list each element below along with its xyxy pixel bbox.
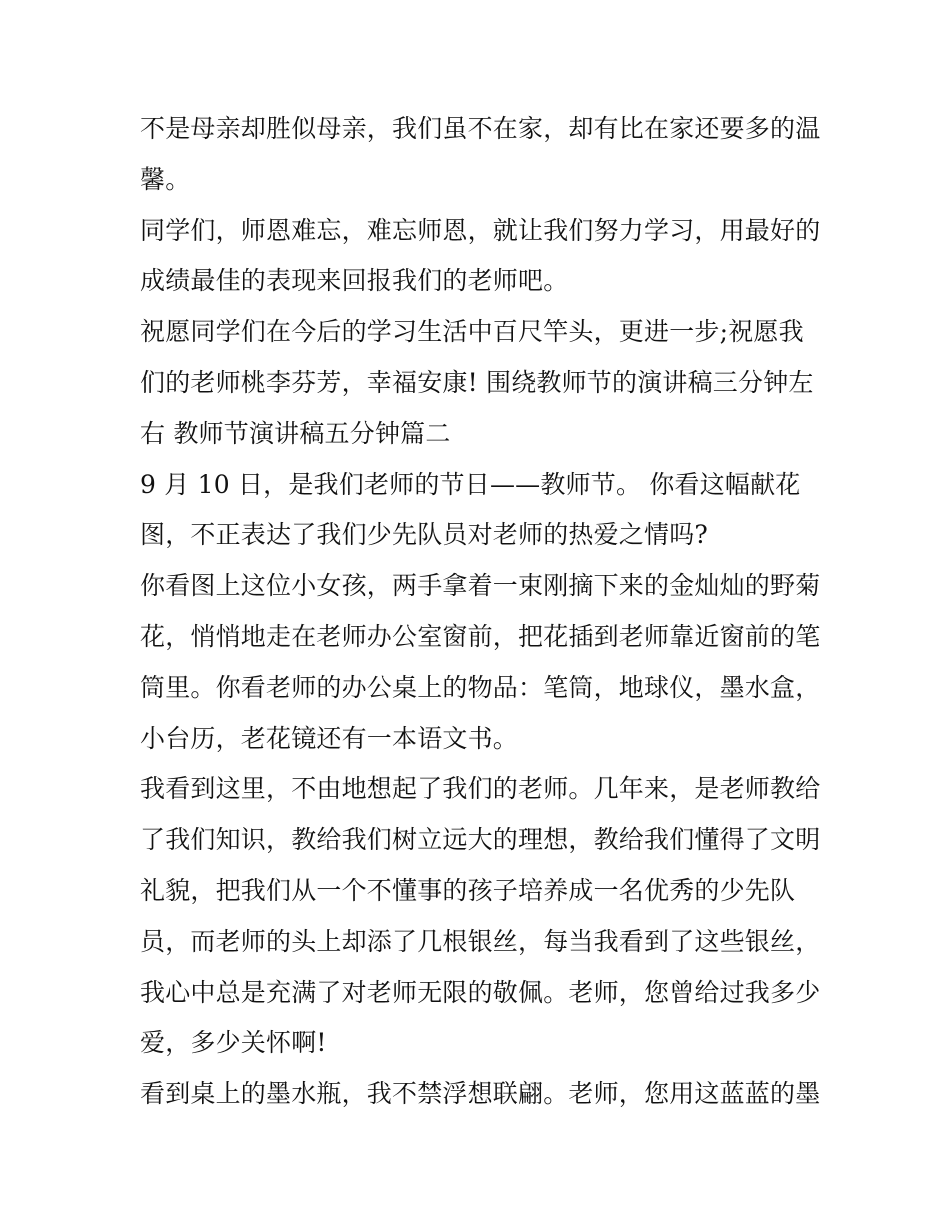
text-line: 们的老师桃李芬芳，幸福安康! 围绕教师节的演讲稿三分钟左	[140, 367, 814, 397]
text-line: 筒里。你看老师的办公桌上的物品：笔筒，地球仪，墨水盒，	[140, 672, 821, 702]
text-line: 不是母亲却胜似母亲，我们虽不在家，却有比在家还要多的温	[140, 114, 821, 143]
text-line: 礼貌，把我们从一个不懂事的孩子培养成一名优秀的少先队	[140, 875, 796, 905]
text-line: 图，不正表达了我们少先队员对老师的热爱之情吗?	[140, 520, 709, 550]
text-line: 你看图上这位小女孩，两手拿着一束刚摘下来的金灿灿的野菊	[140, 571, 821, 601]
text-line: 我看到这里，不由地想起了我们的老师。几年来，是老师教给	[140, 774, 821, 804]
text-line: 9 月 10 日，是我们老师的节日——教师节。 你看这幅献花	[140, 469, 801, 499]
text-line: 花，悄悄地走在老师办公室窗前，把花插到老师靠近窗前的笔	[140, 621, 821, 651]
text-line: 我心中总是充满了对老师无限的敬佩。老师，您曾给过我多少	[140, 977, 821, 1007]
text-line: 小台历，老花镜还有一本语文书。	[140, 723, 519, 753]
text-line: 看到桌上的墨水瓶，我不禁浮想联翩。老师，您用这蓝蓝的墨	[140, 1079, 821, 1109]
document-body	[140, 104, 820, 1120]
text-line: 爱，多少关怀啊!	[140, 1028, 327, 1058]
text-line: 馨。	[140, 164, 191, 194]
text-line: 员，而老师的头上却添了几根银丝，每当我看到了这些银丝，	[140, 926, 821, 956]
text-line: 祝愿同学们在今后的学习生活中百尺竿头，更进一步;祝愿我	[140, 317, 804, 347]
text-line: 成绩最佳的表现来回报我们的老师吧。	[140, 266, 569, 296]
text-line: 了我们知识，教给我们树立远大的理想，教给我们懂得了文明	[140, 825, 821, 855]
text-line: 右 教师节演讲稿五分钟篇二	[140, 418, 451, 448]
text-line: 同学们，师恩难忘，难忘师恩，就让我们努力学习，用最好的	[140, 215, 821, 245]
